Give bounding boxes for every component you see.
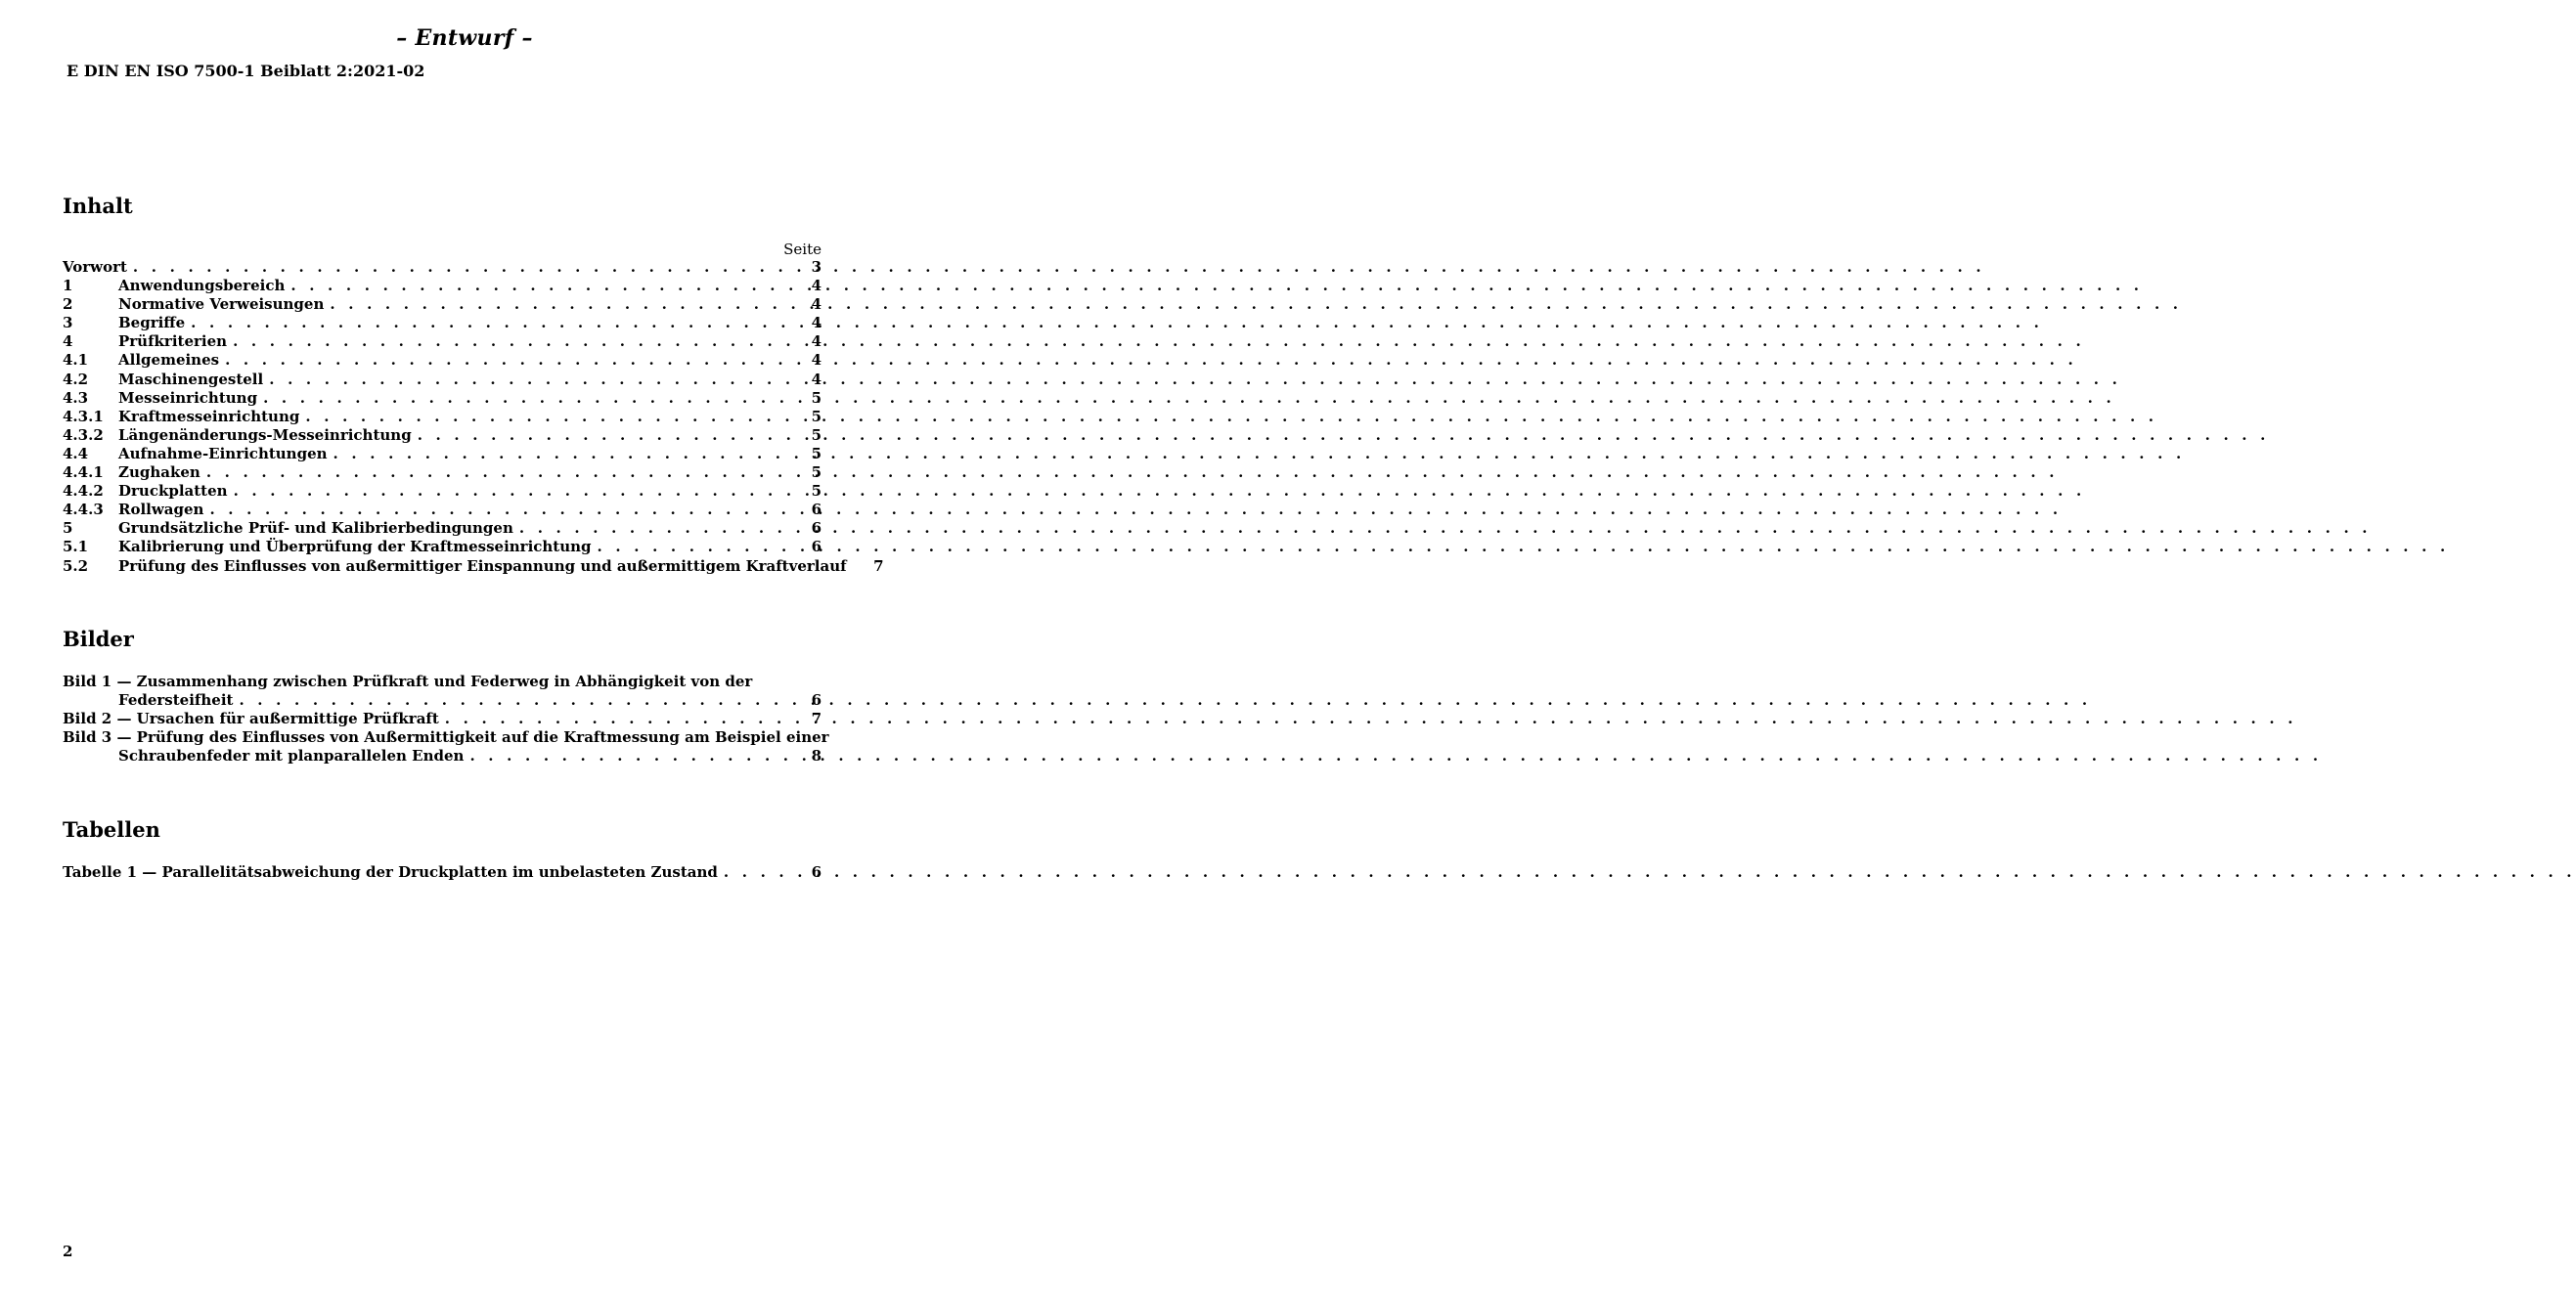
figure-entry[interactable] — [63, 673, 822, 710]
toc-entry-title: Begriffe — [118, 314, 186, 332]
toc-entry-page: 6 — [811, 538, 822, 556]
dot-leader — [191, 314, 780, 332]
toc-entry[interactable] — [63, 482, 822, 501]
figure-entry[interactable] — [63, 728, 829, 766]
toc-entry-page: 5 — [811, 444, 822, 462]
list-of-tables — [63, 863, 822, 882]
dot-leader — [418, 426, 780, 445]
toc-entry[interactable] — [63, 538, 822, 556]
figure-entry-title-continued: Federsteifheit — [118, 691, 234, 710]
toc-entry[interactable] — [63, 445, 822, 463]
toc-entry-page: 4 — [811, 351, 822, 370]
toc-entry-title: Zughaken — [118, 463, 200, 482]
dot-leader — [445, 710, 780, 728]
toc-entry-title: Maschinengestell — [118, 370, 264, 388]
dot-leader — [263, 389, 780, 408]
toc-entry-title: Normative Verweisungen — [118, 295, 325, 314]
toc-entry-number: 3 — [63, 314, 73, 332]
toc-entry-page: 4 — [811, 277, 822, 295]
toc-entry-title: Grundsätzliche Prüf- und Kalibrierbedingungen — [118, 519, 513, 538]
toc-entry-page: 6 — [811, 501, 822, 519]
list-of-figures — [63, 673, 829, 766]
toc-entry[interactable] — [63, 519, 822, 538]
figure-entry-title: Bild 3 — Prüfung des Einflusses von Außermittigkeit auf die Kraftmessung am Beispiel einer — [63, 728, 829, 747]
toc-entry-title: Kraftmesseinrichtung — [118, 407, 300, 425]
figure-entry-page: 8 — [811, 747, 822, 766]
table-of-contents — [63, 258, 884, 576]
toc-entry-number: 4.4 — [63, 444, 89, 462]
figure-entry-title-continued: Schraubenfeder mit planparallelen Enden — [118, 747, 465, 766]
toc-entry-page: 7 — [873, 556, 884, 575]
toc-entry-page: 5 — [811, 407, 822, 425]
dot-leader — [239, 691, 780, 710]
toc-entry-number: 4.3 — [63, 388, 89, 407]
figure-entry[interactable] — [63, 710, 822, 728]
toc-entry-number: 4.1 — [63, 351, 89, 370]
dot-leader — [234, 482, 780, 501]
toc-entry-page: 5 — [811, 463, 822, 482]
toc-entry[interactable] — [63, 408, 822, 426]
contents-heading: Inhalt — [63, 194, 133, 218]
toc-entry-page: 4 — [811, 370, 822, 388]
toc-entry[interactable] — [63, 501, 822, 519]
toc-entry[interactable] — [63, 277, 822, 295]
toc-entry[interactable] — [63, 258, 822, 277]
toc-entry-number: 4.3.2 — [63, 425, 104, 444]
toc-entry-title: Längenänderungs-Messeinrichtung — [118, 425, 412, 444]
table-entry-page: 6 — [811, 863, 822, 881]
toc-entry-title: Allgemeines — [118, 351, 220, 370]
table-entry-title: Tabelle 1 — Parallelitätsabweichung der Druckplatten im unbelasteten Zustand — [63, 863, 718, 881]
toc-entry-page: 4 — [811, 295, 822, 314]
toc-entry-title: Kalibrierung und Überprüfung der Kraftmesseinrichtung — [118, 538, 592, 556]
toc-entry[interactable] — [63, 332, 822, 351]
figure-entry-title: Bild 2 — Ursachen für außermittige Prüfkraft — [63, 710, 439, 728]
toc-entry-number: 5 — [63, 519, 73, 538]
toc-entry[interactable] — [63, 426, 822, 445]
dot-leader — [333, 445, 780, 463]
toc-entry-number: 4.2 — [63, 370, 89, 388]
page-column-label: Seite — [783, 241, 822, 258]
toc-entry-page: 6 — [811, 519, 822, 538]
toc-entry-page: 5 — [811, 425, 822, 444]
dot-leader — [225, 351, 780, 370]
dot-leader — [209, 501, 780, 519]
toc-entry-title: Vorwort — [63, 258, 127, 276]
dot-leader — [724, 863, 780, 882]
toc-entry[interactable] — [63, 295, 822, 314]
toc-entry-page: 3 — [811, 258, 822, 276]
toc-entry[interactable] — [63, 556, 884, 576]
toc-entry-title: Aufnahme-Einrichtungen — [118, 444, 328, 462]
toc-entry-title: Rollwagen — [118, 501, 204, 519]
toc-entry-number: 5.1 — [63, 538, 89, 556]
toc-entry-page: 4 — [811, 314, 822, 332]
toc-entry-page: 4 — [811, 332, 822, 351]
toc-entry-number: 4.4.3 — [63, 501, 104, 519]
toc-entry-title: Anwendungsbereich — [118, 277, 286, 295]
figure-entry-page: 6 — [811, 691, 822, 710]
toc-entry[interactable] — [63, 314, 822, 332]
dot-leader — [519, 519, 780, 538]
dot-leader — [133, 258, 780, 277]
toc-entry[interactable] — [63, 463, 822, 482]
dot-leader — [469, 747, 780, 766]
toc-entry-title: Messeinrichtung — [118, 388, 258, 407]
figure-entry-page: 7 — [811, 710, 822, 728]
dot-leader — [290, 277, 780, 295]
toc-entry-number: 4.3.1 — [63, 407, 104, 425]
figure-entry-title: Bild 1 — Zusammenhang zwischen Prüfkraft und Federweg in Abhängigkeit von der — [63, 673, 753, 690]
toc-entry-number: 1 — [63, 277, 73, 295]
document-id: E DIN EN ISO 7500-1 Beiblatt 2:2021-02 — [67, 62, 425, 80]
toc-entry-title: Prüfung des Einflusses von außermittiger Einspannung und außermittigem Kraftverlauf — [118, 556, 847, 575]
toc-entry-number: 4.4.1 — [63, 463, 104, 482]
toc-entry-number: 5.2 — [63, 556, 89, 575]
tables-heading: Tabellen — [63, 817, 160, 842]
toc-entry-number: 4.4.2 — [63, 482, 104, 501]
toc-entry-number: 2 — [63, 295, 73, 314]
dot-leader — [598, 538, 780, 556]
dot-leader — [305, 408, 780, 426]
figures-heading: Bilder — [63, 627, 134, 651]
toc-entry[interactable] — [63, 371, 822, 389]
toc-entry-title: Prüfkriterien — [118, 332, 228, 351]
dot-leader — [233, 332, 780, 351]
dot-leader — [206, 463, 780, 482]
toc-entry-page: 5 — [811, 482, 822, 501]
toc-entry[interactable] — [63, 351, 822, 370]
dot-leader — [269, 371, 780, 389]
toc-entry-title: Druckplatten — [118, 482, 228, 501]
dot-leader — [330, 295, 780, 314]
draft-mark: – Entwurf – — [396, 25, 533, 51]
toc-entry-page: 5 — [811, 388, 822, 407]
table-entry[interactable] — [63, 863, 822, 882]
toc-entry[interactable] — [63, 389, 822, 408]
toc-entry-number: 4 — [63, 332, 73, 351]
page-number: 2 — [63, 1243, 73, 1260]
